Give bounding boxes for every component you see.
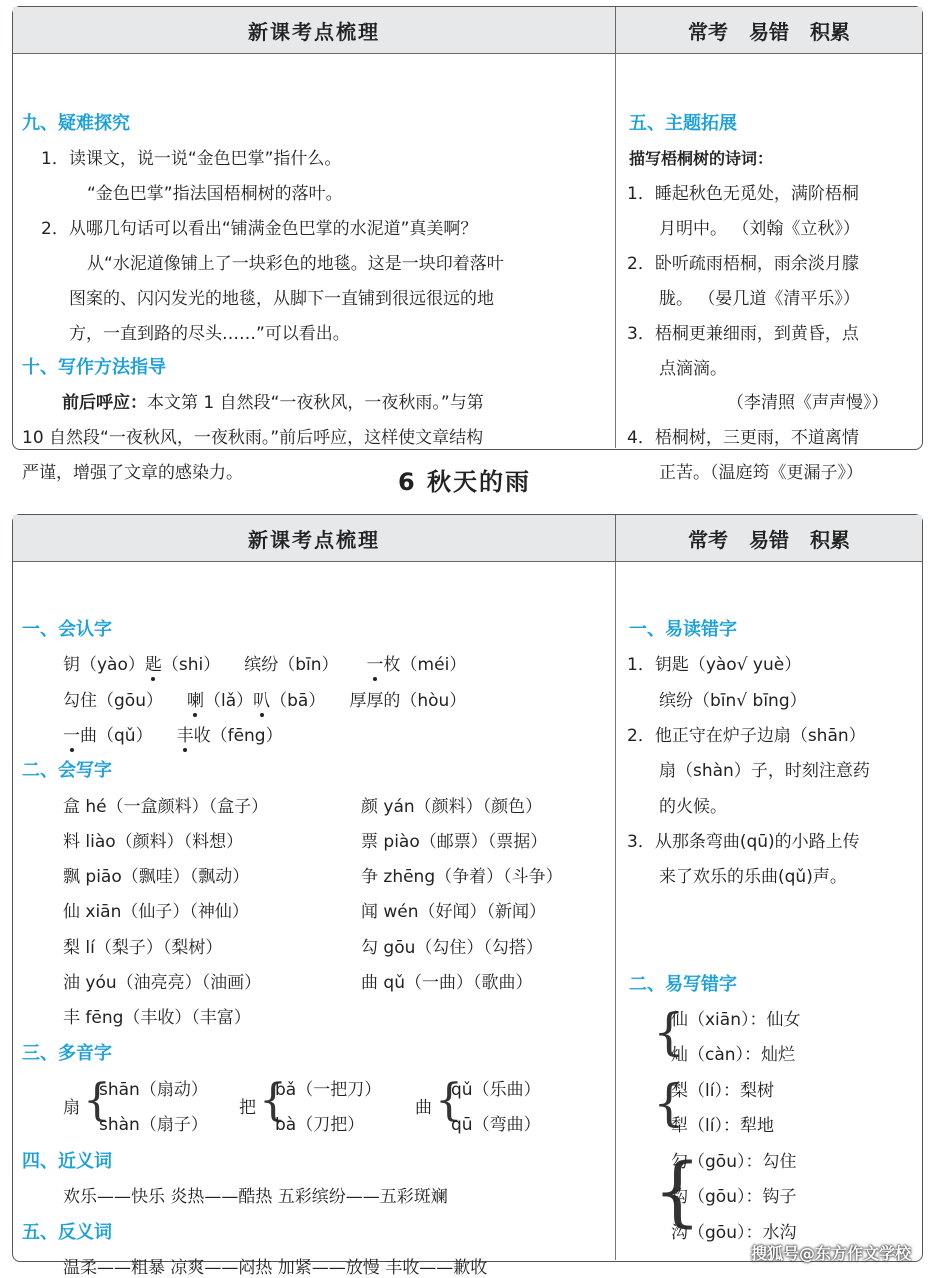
section-heading: 十、写作方法指导 <box>22 357 166 378</box>
char-pair: 梨（lí）：梨树 <box>671 1081 774 1101</box>
error-line: 来了欢乐的乐曲(qǔ)声。 <box>659 867 847 887</box>
char-pair: 灿（càn）：灿烂 <box>671 1045 796 1065</box>
writing-item: 丰 fēng（丰收）（丰富） <box>63 1008 251 1028</box>
recognize-row: 一曲（qǔ） 丰收（fēng） <box>63 726 283 746</box>
panel-bottom-header <box>13 515 922 562</box>
poly-char: 把 <box>239 1098 256 1118</box>
lesson-title: 6 秋天的雨 <box>397 468 532 496</box>
paragraph-line: 严谨，增强了文章的感染力。 <box>22 463 243 483</box>
section-heading: 五、主题拓展 <box>629 113 737 134</box>
writing-item: 油 yóu（油亮亮）（油画） <box>63 973 262 993</box>
poly-reading: shān（扇动） <box>99 1080 208 1100</box>
brace-icon: { <box>653 1003 685 1061</box>
writing-item: 勾 gōu（勾住）（勾搭） <box>361 938 543 958</box>
poem-line: 胧。 （晏几道《清平乐》） <box>659 289 860 309</box>
recognize-row: 钥（yào）匙（shi） 缤纷（bīn） 一枚（méi） <box>63 655 467 675</box>
section-heading: 一、易读错字 <box>629 619 737 640</box>
error-line: 2．他正守在炉子边扇（shān） <box>627 726 866 746</box>
char-pair: 勾（gōu）：勾住 <box>671 1152 797 1172</box>
paragraph-text: 本文第 1 自然段“一夜秋风，一夜秋雨。”与第 <box>147 393 484 413</box>
error-line: 扇（shàn）子，时刻注意药 <box>659 761 870 781</box>
writing-item: 闻 wén（好闻）（新闻） <box>361 902 547 922</box>
writing-item: 料 liào（颜料）（料想） <box>63 832 244 852</box>
writing-item: 飘 piāo（飘哇）（飘动） <box>63 867 250 887</box>
poem-line: 1．睡起秋色无觅处，满阶梧桐 <box>627 184 859 204</box>
poem-source: （李清照《声声慢》） <box>727 393 889 413</box>
panel-bottom-left-column <box>13 562 616 1278</box>
poly-reading: bà（刀把） <box>275 1115 365 1135</box>
antonyms-line: 温柔——粗暴 凉爽——闷热 加紧——放慢 丰收——歉收 <box>63 1258 488 1278</box>
writing-item: 盒 hé（一盒颜料）（盒子） <box>63 797 269 817</box>
poly-reading: bǎ（一把刀） <box>275 1080 382 1100</box>
writing-item: 仙 xiān（仙子）（神仙） <box>63 902 249 922</box>
section-heading: 二、易写错字 <box>629 974 737 995</box>
watermark: 搜狐号@东方作文学校 <box>750 1244 911 1263</box>
brace-icon: { <box>435 1075 463 1126</box>
subheading: 描写梧桐树的诗词： <box>629 149 774 168</box>
panel-bottom <box>12 514 923 1278</box>
answer-text: 方，一直到路的尽头……”可以看出。 <box>69 324 350 344</box>
char-pair: 钩（gōu）：钩子 <box>671 1187 797 1207</box>
brace-icon: { <box>653 1146 702 1235</box>
dotted-char: 一 <box>63 726 80 746</box>
writing-item: 争 zhēng（争着）（斗争） <box>361 867 563 887</box>
question-text: 1．读课文，说一说“金色巴掌”指什么。 <box>41 149 342 169</box>
dotted-char: 一 <box>366 655 384 675</box>
dotted-char: 匙 <box>144 655 162 675</box>
poem-line: 正苦。（温庭筠《更漏子》） <box>659 463 863 483</box>
poly-char: 曲 <box>415 1098 432 1118</box>
paragraph-line <box>62 393 484 413</box>
answer-text: “金色巴掌”指法国梧桐树的落叶。 <box>87 184 343 204</box>
poem-line: 4．梧桐树，三更雨，不道离情 <box>627 428 859 448</box>
panel-top-header <box>13 7 922 54</box>
brace-icon: { <box>653 1074 685 1132</box>
poem-line: 月明中。 （刘翰《立秋》） <box>659 219 860 239</box>
section-heading: 三、多音字 <box>22 1043 112 1064</box>
error-line: 1．钥匙（yào√ yuè） <box>627 655 802 675</box>
header-right-title: 常考 易错 积累 <box>688 19 850 44</box>
section-heading: 一、会认字 <box>22 619 112 640</box>
poly-reading: qǔ（乐曲） <box>451 1080 541 1100</box>
header-right-title: 常考 易错 积累 <box>688 527 850 552</box>
dotted-char: 叭 <box>253 691 271 711</box>
writing-item: 曲 qǔ（一曲）（歌曲） <box>361 973 533 993</box>
poem-line: 2．卧听疏雨梧桐，雨余淡月朦 <box>627 254 859 274</box>
question-text: 2．从哪几句话可以看出“铺满金色巴掌的水泥道”真美啊？ <box>41 219 478 239</box>
header-left-title: 新课考点梳理 <box>13 7 616 53</box>
writing-item: 颜 yán（颜料）（颜色） <box>361 797 543 817</box>
answer-text: 图案的、闪闪发光的地毯，从脚下一直铺到很远很远的地 <box>69 289 494 309</box>
dotted-char: 喇 <box>186 691 204 711</box>
poem-line: 3．梧桐更兼细雨，到黄昏，点 <box>627 324 859 344</box>
dotted-char: 丰 <box>176 726 194 746</box>
brace-icon: { <box>83 1075 111 1126</box>
header-left-title: 新课考点梳理 <box>13 515 616 561</box>
poly-char: 扇 <box>63 1098 80 1118</box>
poly-reading: shàn（扇子） <box>99 1115 208 1135</box>
char-pair: 沟（gōu）：水沟 <box>671 1223 797 1243</box>
brace-icon: { <box>259 1075 287 1126</box>
section-heading: 五、反义词 <box>22 1222 112 1243</box>
section-heading: 九、疑难探究 <box>22 113 130 134</box>
synonyms-line: 欢乐——快乐 炎热——酷热 五彩缤纷——五彩斑斓 <box>63 1187 448 1207</box>
char-pair: 犁（lí）：犁地 <box>671 1116 774 1136</box>
answer-text: 从“水泥道像铺上了一块彩色的地毯。这是一块印着落叶 <box>87 254 504 274</box>
bold-term: 前后呼应： <box>62 393 147 413</box>
char-pair: 仙（xiān）：仙女 <box>671 1010 801 1030</box>
section-heading: 二、会写字 <box>22 760 112 781</box>
paragraph-line: 10 自然段“一夜秋风，一夜秋雨。”前后呼应，这样使文章结构 <box>22 428 484 448</box>
poem-line: 点滴滴。 <box>659 359 727 379</box>
panel-bottom-right-column <box>617 562 922 1260</box>
panel-top-right-column <box>617 54 922 483</box>
error-line: 3．从那条弯曲(qū)的小路上传 <box>627 832 860 852</box>
section-heading: 四、近义词 <box>22 1151 112 1172</box>
panel-bottom-body <box>13 562 922 1278</box>
error-line: 的火候。 <box>659 797 727 817</box>
writing-item: 梨 lí（梨子）（梨树） <box>63 938 223 958</box>
recognize-row: 勾住（gōu） 喇（lǎ）叭（bā） 厚厚的（hòu） <box>63 691 467 711</box>
writing-item: 票 piào（邮票）（票据） <box>361 832 548 852</box>
poly-reading: qū（弯曲） <box>451 1115 541 1135</box>
error-line: 缤纷（bīn√ bīng） <box>659 691 807 711</box>
